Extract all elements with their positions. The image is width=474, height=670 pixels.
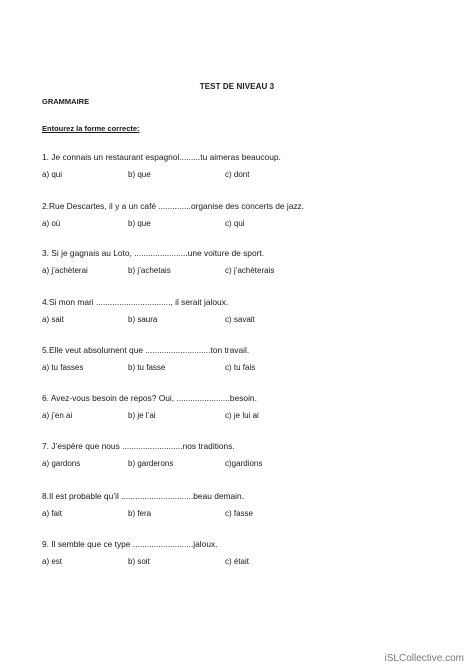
question-2 <box>42 201 442 229</box>
answer-options <box>42 266 442 276</box>
site-watermark: iSLCollective.com <box>384 653 464 664</box>
question-5 <box>42 345 442 373</box>
question-text: 9. Il semble que ce type ..........................jaloux. <box>42 539 218 549</box>
question-3 <box>42 248 442 276</box>
option-b[interactable]: b) que <box>128 219 151 228</box>
option-c[interactable]: c) dont <box>225 170 250 179</box>
option-b[interactable]: b) j’achetais <box>128 266 171 275</box>
option-a[interactable]: a) est <box>42 557 63 566</box>
question-text: 5.Elle veut absolument que ............................ton travail. <box>42 345 250 355</box>
option-a[interactable]: a) tu fasses <box>42 363 84 372</box>
option-c[interactable]: c) savait <box>225 315 255 324</box>
option-c[interactable]: c) j’achèterais <box>225 266 275 275</box>
page-title: TEST DE NIVEAU 3 <box>199 82 275 91</box>
question-4 <box>42 297 442 325</box>
question-1 <box>42 152 442 180</box>
option-a[interactable]: a) j’en ai <box>42 411 73 420</box>
question-7 <box>42 441 442 469</box>
option-b[interactable]: b) fera <box>128 509 152 518</box>
option-c[interactable]: c) je lui ai <box>225 411 259 420</box>
answer-options <box>42 219 442 229</box>
option-c[interactable]: c) tu fais <box>225 363 256 372</box>
option-a[interactable]: a) où <box>42 219 61 228</box>
answer-options <box>42 363 442 373</box>
option-a[interactable]: a) fait <box>42 509 63 518</box>
option-a[interactable]: a) gardons <box>42 459 81 468</box>
option-b[interactable]: b) garderons <box>128 459 174 468</box>
question-text: 7. J’espère que nous ..........................nos traditions. <box>42 441 235 451</box>
question-text: 6. Avez-vous besoin de repos? Oui, .......................besoin. <box>42 393 257 403</box>
option-c[interactable]: c)gardions <box>225 459 263 468</box>
option-a[interactable]: a) sait <box>42 315 64 324</box>
answer-options <box>42 509 442 519</box>
question-text: 2.Rue Descartes, il y a un café ..............organise des concerts de jazz. <box>42 201 305 211</box>
question-text: 4.Si mon mari ................................, il serait jaloux. <box>42 297 229 307</box>
question-text: 3. Si je gagnais au Loto, .......................une voiture de sport. <box>42 248 265 258</box>
option-c[interactable]: c) fasse <box>225 509 254 518</box>
instruction-text: Entourez la forme correcte: <box>42 124 140 133</box>
question-9 <box>42 539 442 567</box>
answer-options <box>42 459 442 469</box>
option-b[interactable]: b) saura <box>128 315 158 324</box>
option-a[interactable]: a) qui <box>42 170 63 179</box>
option-c[interactable]: c) qui <box>225 219 245 228</box>
option-b[interactable]: b) je l’ai <box>128 411 156 420</box>
option-a[interactable]: a) j’achèterai <box>42 266 88 275</box>
section-heading: GRAMMAIRE <box>42 97 90 106</box>
question-text: 8.Il est probable qu’il ...............................beau demain. <box>42 491 245 501</box>
option-c[interactable]: c) était <box>225 557 250 566</box>
question-6 <box>42 393 442 421</box>
answer-options <box>42 315 442 325</box>
answer-options <box>42 170 442 180</box>
question-8 <box>42 491 442 519</box>
option-b[interactable]: b) que <box>128 170 151 179</box>
answer-options <box>42 557 442 567</box>
question-text: 1. Je connais un restaurant espagnol.........tu aimeras beaucoup. <box>42 152 281 162</box>
answer-options <box>42 411 442 421</box>
option-b[interactable]: b) tu fasse <box>128 363 166 372</box>
option-b[interactable]: b) soit <box>128 557 150 566</box>
